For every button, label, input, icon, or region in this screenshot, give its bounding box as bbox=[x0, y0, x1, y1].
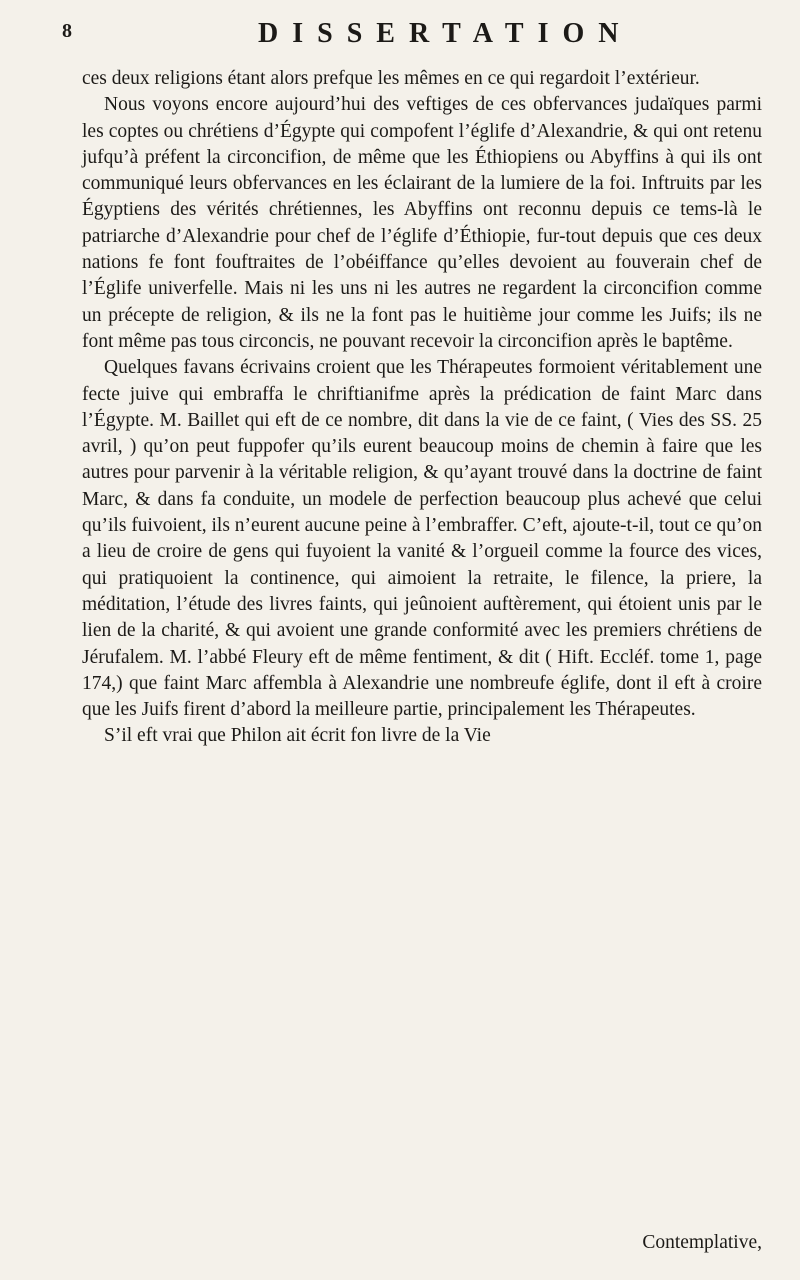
paragraph-philon: S’il eft vrai que Philon ait écrit fon livre de la Vie bbox=[104, 725, 491, 747]
paragraph-therapeutes: Quelques favans écrivains croient que les Thérapeutes formoient véritablement une fecte juive qui embraffa le chriftianifme après la prédication de faint Marc dans l’Égypte. M. Baillet qui eft de ce nombre, dit dans la vie de ce faint, ( Vies des SS. 25 avril, ) qu’on peut fuppofer qu’ils eurent beaucoup moins de chemin à faire que les autres pour parvenir à la véritable religion, & qu’ayant trouvé dans la doctrine de faint Marc, & dans fa conduite, un modele de perfection beaucoup plus achevé que celui qu’ils fuivoient, ils n’eurent aucune peine à l’embraffer. C’eft, ajoute-t-il, tout ce qu’on a lieu de croire de gens qui fuyoient la vanité & l’orgueil comme la fource des vices, qui pratiquoient la continence, qui aimoient la retraite, le filence, la priere, la méditation, l’étude des livres faints, qui jeûnoient auftèrement, qui étoient unis par le lien de la charité, & qui avoient une grande conformité avec les premiers chrétiens de Jérufalem. M. l’abbé Fleury eft de même fentiment, & dit ( Hift. Eccléf. tome 1, page 174,) que faint Marc affembla à Alexandrie une nombreufe églife, dont il eft à croire que les Juifs firent d’abord la meilleure partie, principalement les Thérapeutes. bbox=[82, 357, 762, 721]
page-header bbox=[62, 20, 778, 60]
paragraph-continued: ces deux religions étant alors prefque les mêmes en ce qui regardoit l’extérieur. bbox=[82, 68, 700, 89]
running-title: DISSERTATION bbox=[258, 18, 633, 49]
catchword: Contemplative, bbox=[642, 1232, 762, 1253]
page-number: 8 bbox=[62, 20, 72, 42]
paragraph-coptes: Nous voyons encore aujourd’hui des veftiges de ces obfervances judaïques parmi les coptes ou chrétiens d’Égypte qui compofent l’églife d’Alexandrie, & qui ont retenu jufqu’à préfent la circoncifion, de même que les Éthiopiens ou Abyffins à qui ils ont communiqué leurs obfervances en les éclairant de la lumiere de la foi. Inftruits par les Égyptiens des vérités chrétiennes, les Abyffins ont reconnu depuis ce tems-là le patriarche d’Alexandrie pour chef de l’églife d’Éthiopie, fur-tout depuis que ces deux nations fe font fouftraites de l’obéiffance qu’elles devoient au fouverain chef de l’Églife univerfelle. Mais ni les uns ni les autres ne regardent la circoncifion comme un précepte de religion, & ils ne la font pas le huitième jour comme les Juifs; ils ne font même pas tous circoncis, ne pouvant recevoir la circoncifion après le baptême. bbox=[82, 94, 762, 352]
body-text bbox=[82, 66, 762, 750]
